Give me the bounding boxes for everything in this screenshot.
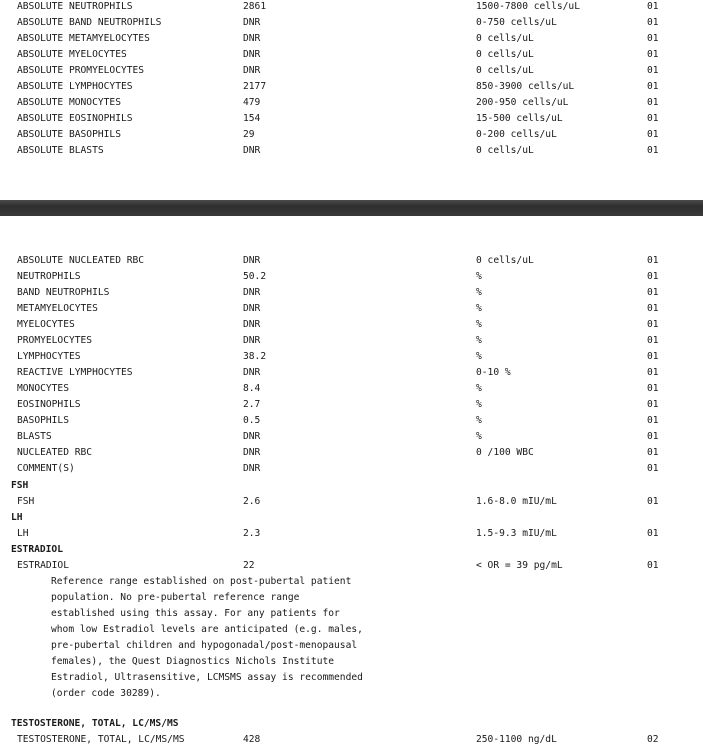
reference-range: 200-950 cells/uL [476,97,569,108]
test-value: DNR [243,431,261,442]
test-name: ABSOLUTE NEUTROPHILS [17,1,133,12]
test-value: DNR [243,447,261,458]
reference-range: 250-1100 ng/dL [476,734,557,745]
lab-code: 01 [647,367,659,378]
comment-line: Reference range established on post-pubertal patient [51,576,352,587]
reference-range: < OR = 39 pg/mL [476,560,563,571]
lab-code: 02 [647,734,659,745]
test-name: NUCLEATED RBC [17,447,93,458]
test-value: DNR [243,65,261,76]
lab-code: 01 [647,97,659,108]
reference-range: % [476,431,482,442]
result-row [0,15,703,31]
test-value: DNR [243,303,261,314]
result-row [0,285,703,301]
reference-range: % [476,351,482,362]
lab-code: 01 [647,129,659,140]
result-row [0,79,703,95]
test-value: 8.4 [243,383,261,394]
test-value: 2177 [243,81,267,92]
test-value: 2.6 [243,496,261,507]
test-name: ABSOLUTE LYMPHOCYTES [17,81,133,92]
test-name: LYMPHOCYTES [17,351,81,362]
reference-range: % [476,287,482,298]
lab-code: 01 [647,271,659,282]
reference-range: % [476,399,482,410]
test-name: EOSINOPHILS [17,399,81,410]
reference-range: % [476,303,482,314]
test-name: ABSOLUTE METAMYELOCYTES [17,33,150,44]
test-name: ABSOLUTE MONOCYTES [17,97,121,108]
reference-range: % [476,335,482,346]
test-name: ABSOLUTE PROMYELOCYTES [17,65,145,76]
reference-range: 0 cells/uL [476,65,534,76]
test-name: BAND NEUTROPHILS [17,287,110,298]
test-value: 2.3 [243,528,261,539]
result-row [0,445,703,461]
test-name: COMMENT(S) [17,463,75,474]
reference-range: % [476,383,482,394]
lab-code: 01 [647,560,659,571]
result-row [0,381,703,397]
reference-range: 1.6-8.0 mIU/mL [476,496,557,507]
lab-code: 01 [647,113,659,124]
test-name: ABSOLUTE NUCLEATED RBC [17,255,145,266]
fsh-section-header: FSH [11,480,29,491]
test-value: DNR [243,33,261,44]
test-value: 154 [243,113,261,124]
test-name: NEUTROPHILS [17,271,81,282]
lab-code: 01 [647,463,659,474]
testosterone-result-row [0,732,703,748]
page-break-divider [0,200,703,216]
result-row [0,95,703,111]
lab-code: 01 [647,415,659,426]
lab-code: 01 [647,351,659,362]
lab-code: 01 [647,49,659,60]
result-row [0,413,703,429]
test-name: LH [17,528,29,539]
lab-code: 01 [647,255,659,266]
test-name: ABSOLUTE BLASTS [17,145,104,156]
lab-code: 01 [647,1,659,12]
comment-line: females), the Quest Diagnostics Nichols Institute [51,656,335,667]
result-row [0,0,703,15]
estradiol-section-header: ESTRADIOL [11,544,63,555]
report-page-2 [0,216,703,751]
estradiol-result-row [0,558,703,574]
lab-code: 01 [647,447,659,458]
test-value: DNR [243,17,261,28]
lab-code: 01 [647,528,659,539]
test-name: REACTIVE LYMPHOCYTES [17,367,133,378]
test-name: ABSOLUTE BASOPHILS [17,129,121,140]
lh-section-header: LH [11,512,23,523]
reference-range: 0 cells/uL [476,49,534,60]
test-name: ABSOLUTE BAND NEUTROPHILS [17,17,162,28]
test-name: PROMYELOCYTES [17,335,93,346]
test-value: DNR [243,367,261,378]
test-value: DNR [243,49,261,60]
test-name: FSH [17,496,35,507]
lab-code: 01 [647,81,659,92]
test-value: 428 [243,734,261,745]
reference-range: % [476,415,482,426]
test-value: 38.2 [243,351,267,362]
comment-line: established using this assay. For any patients for [51,608,340,619]
lab-code: 01 [647,33,659,44]
lab-code: 01 [647,496,659,507]
test-name: METAMYELOCYTES [17,303,98,314]
testosterone-section-header: TESTOSTERONE, TOTAL, LC/MS/MS [11,718,179,729]
result-row [0,31,703,47]
result-row [0,429,703,445]
reference-range: 1.5-9.3 mIU/mL [476,528,557,539]
test-value: DNR [243,463,261,474]
reference-range: 1500-7800 cells/uL [476,1,580,12]
test-value: 479 [243,97,261,108]
comment-line: pre-pubertal children and hypogonadal/post-menopausal [51,640,358,651]
lh-result-row [0,526,703,542]
reference-range: 0 /100 WBC [476,447,534,458]
test-name: ABSOLUTE MYELOCYTES [17,49,127,60]
comment-line: Estradiol, Ultrasensitive, LCMSMS assay is recommended [51,672,363,683]
lab-code: 01 [647,65,659,76]
test-value: DNR [243,145,261,156]
result-row [0,301,703,317]
result-row [0,47,703,63]
test-value: 2861 [243,1,267,12]
estradiol-comment [51,574,431,702]
test-name: MONOCYTES [17,383,69,394]
lab-code: 01 [647,335,659,346]
result-row [0,397,703,413]
reference-range: 0-750 cells/uL [476,17,557,28]
reference-range: 0-10 % [476,367,511,378]
comment-line: (order code 30289). [51,688,161,699]
lab-code: 01 [647,287,659,298]
test-name: TESTOSTERONE, TOTAL, LC/MS/MS [17,734,185,745]
result-row [0,333,703,349]
reference-range: 850-3900 cells/uL [476,81,575,92]
test-name: BASOPHILS [17,415,69,426]
fsh-result-row [0,494,703,510]
result-row [0,461,703,477]
test-value: 29 [243,129,255,140]
test-value: 22 [243,560,255,571]
result-row [0,63,703,79]
result-row [0,317,703,333]
comment-line: population. No pre-pubertal reference range [51,592,300,603]
test-name: ABSOLUTE EOSINOPHILS [17,113,133,124]
test-value: 0.5 [243,415,261,426]
test-name: BLASTS [17,431,52,442]
lab-code: 01 [647,17,659,28]
reference-range: 0 cells/uL [476,145,534,156]
lab-code: 01 [647,145,659,156]
test-name: ESTRADIOL [17,560,69,571]
reference-range: 15-500 cells/uL [476,113,563,124]
reference-range: 0-200 cells/uL [476,129,557,140]
result-row [0,111,703,127]
test-value: 2.7 [243,399,261,410]
reference-range: 0 cells/uL [476,255,534,266]
test-value: 50.2 [243,271,267,282]
comment-line: whom low Estradiol levels are anticipated (e.g. males, [51,624,363,635]
result-row [0,349,703,365]
lab-code: 01 [647,399,659,410]
test-value: DNR [243,255,261,266]
reference-range: % [476,319,482,330]
lab-code: 01 [647,303,659,314]
lab-code: 01 [647,431,659,442]
lab-code: 01 [647,383,659,394]
result-row [0,365,703,381]
test-value: DNR [243,335,261,346]
result-row [0,127,703,143]
test-value: DNR [243,287,261,298]
report-page-1 [0,0,703,200]
test-name: MYELOCYTES [17,319,75,330]
result-row [0,269,703,285]
reference-range: 0 cells/uL [476,33,534,44]
result-row [0,143,703,159]
reference-range: % [476,271,482,282]
result-row [0,253,703,269]
lab-code: 01 [647,319,659,330]
test-value: DNR [243,319,261,330]
